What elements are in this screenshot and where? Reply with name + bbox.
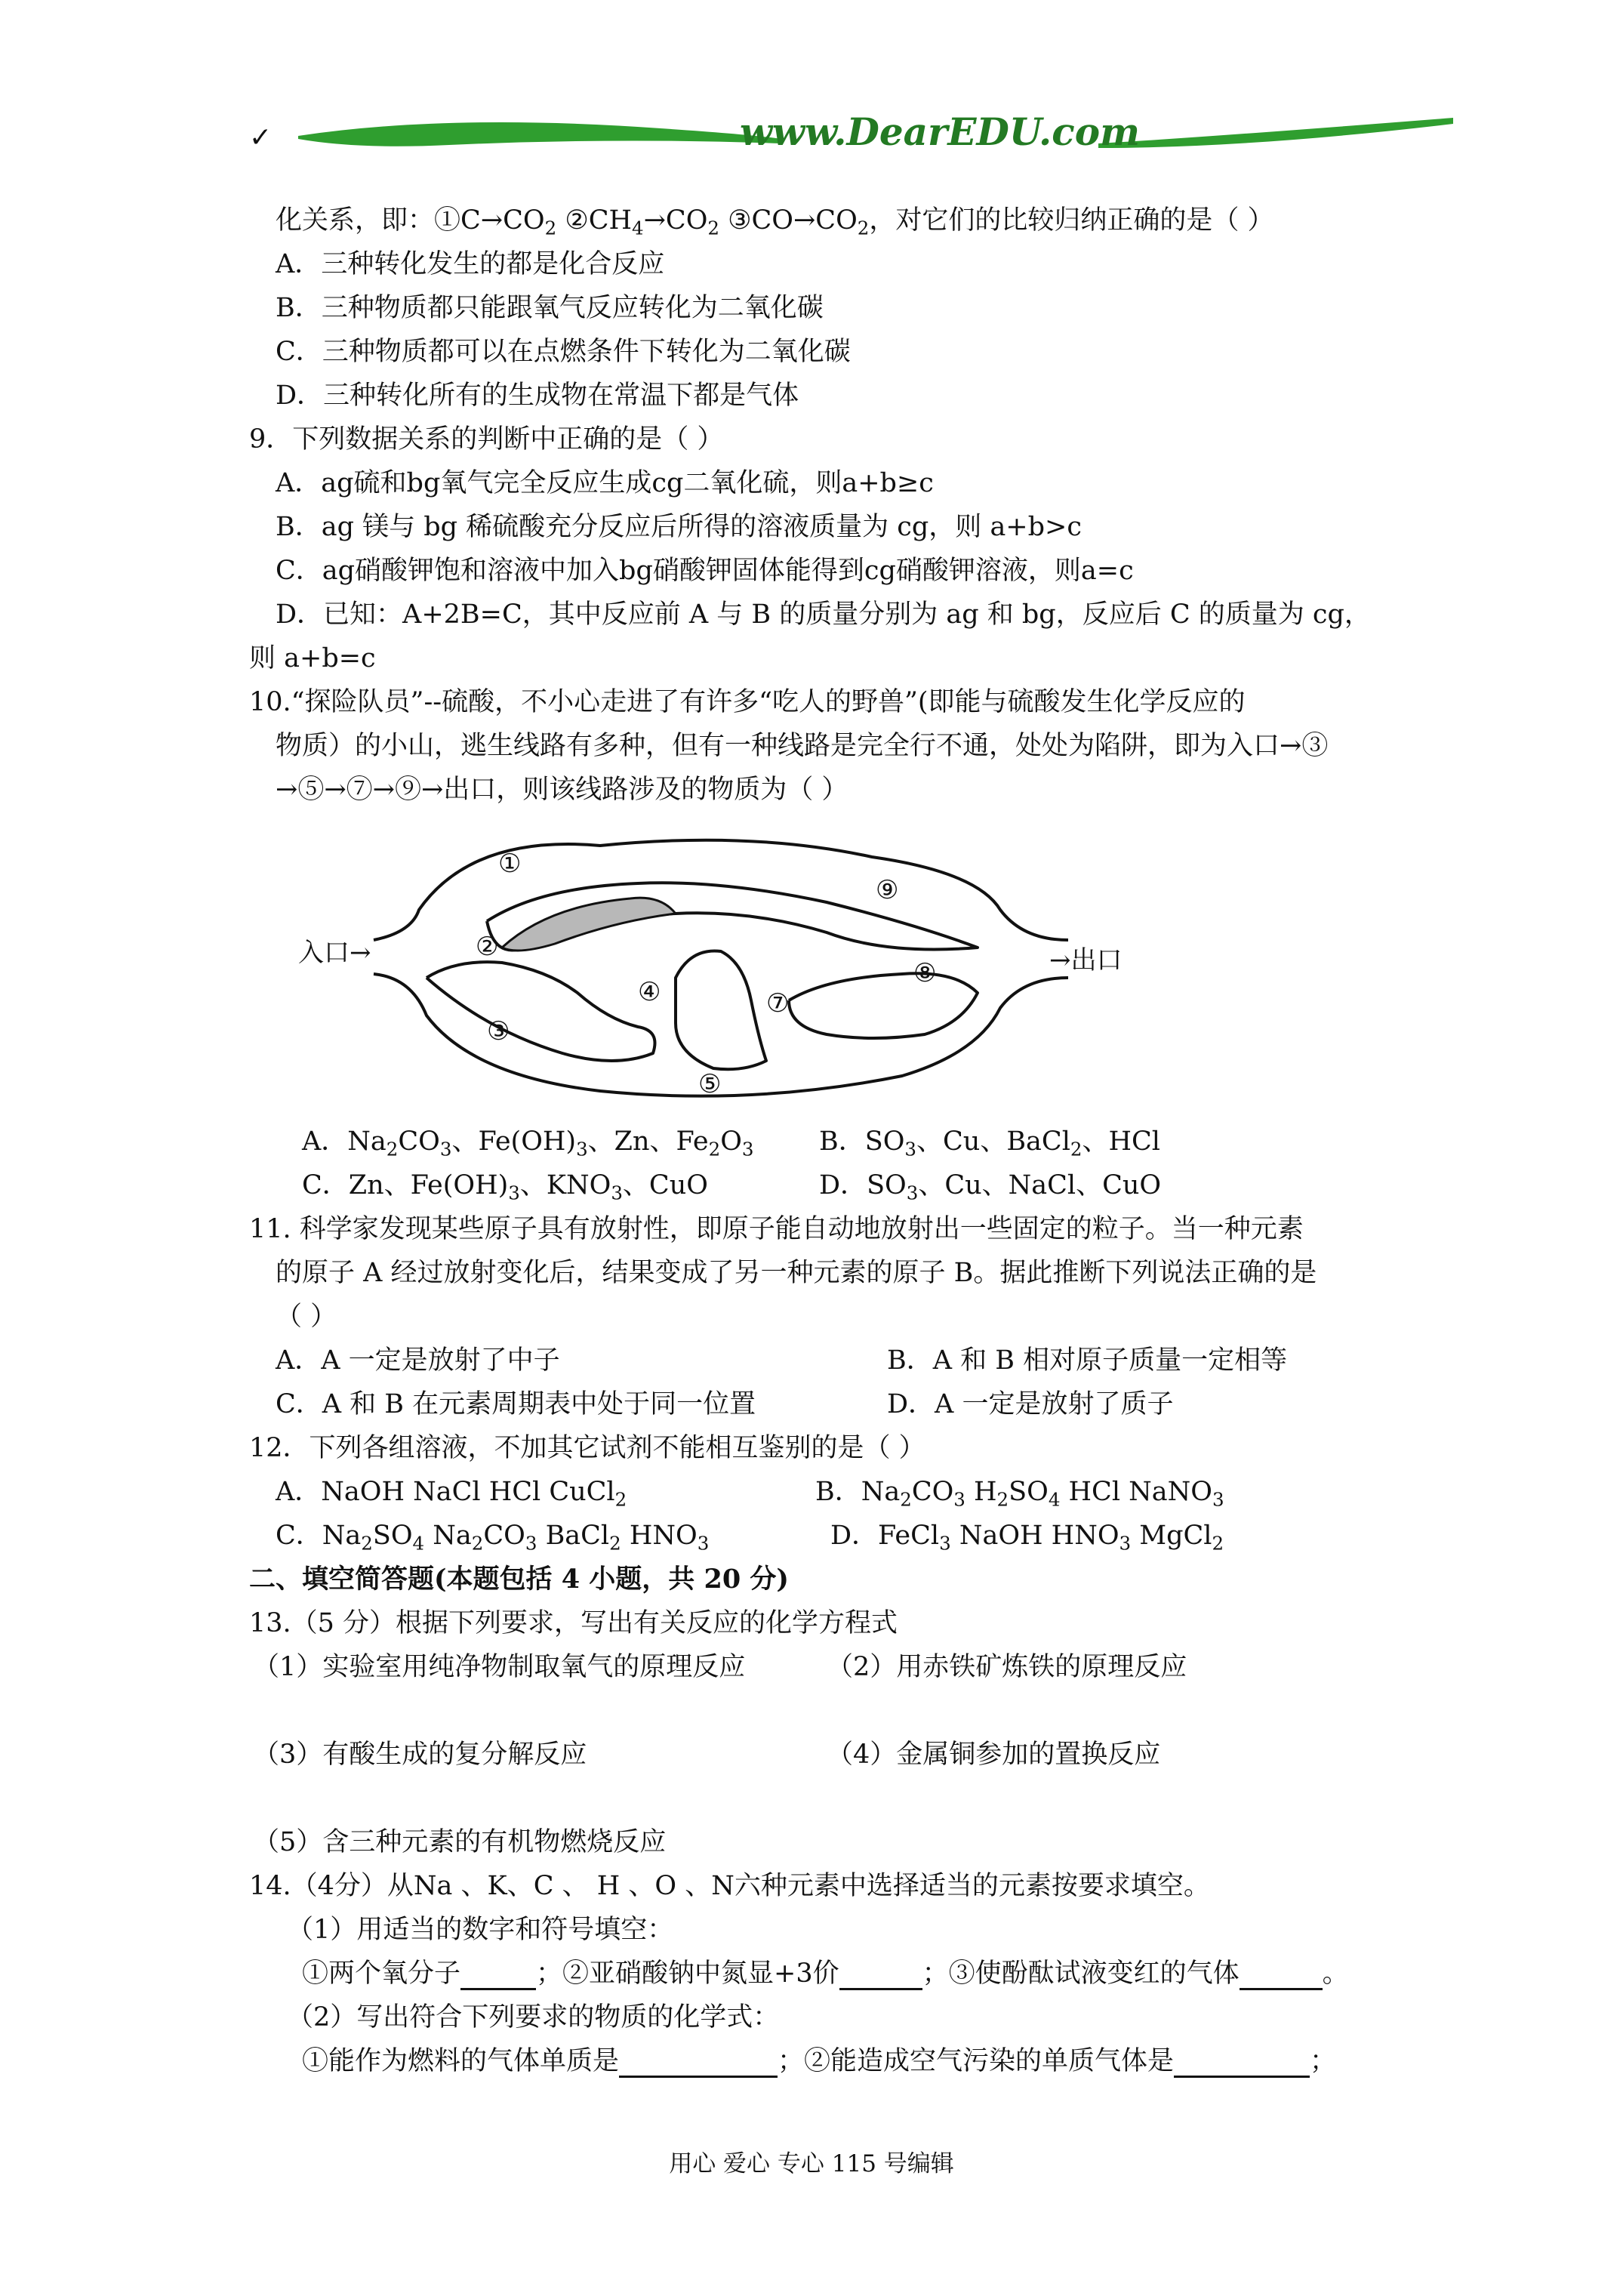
q9-option-b: B．ag 镁与 bg 稀硫酸充分反应后所得的溶液质量为 cg，则 a+b>c xyxy=(276,512,1082,542)
maze-node-7: ⑦ xyxy=(766,988,790,1019)
maze-node-1: ① xyxy=(498,849,522,879)
answer-blank[interactable] xyxy=(1174,2050,1310,2078)
maze-exit-label: →出口 xyxy=(1049,945,1123,975)
q11-option-c: C．A 和 B 在元素周期表中处于同一位置 xyxy=(276,1389,756,1419)
q12-option-b: B．$Na_2CO_3$ $H_2SO_4$ HCl NaNO$_3$ xyxy=(815,1477,1224,1511)
q14-part-1-blanks: ①两个氧分子 ；②亚硝酸钠中氮显+3价 ；③使酚酞试液变红的气体 。 xyxy=(302,1959,1349,1989)
q10-stem-line2: 物质）的小山，逃生线路有多种，但有一种线路是完全行不通，处处为陷阱，即为入口→③ xyxy=(276,731,1329,761)
q14-part-2-blanks: ①能作为燃料的气体单质是 ；②能造成空气污染的单质气体是 ； xyxy=(302,2046,1337,2076)
q9-option-a: A．ag硫和bg氧气完全反应生成cg二氧化硫，则a+b≥c xyxy=(276,468,934,498)
q11-stem-line1: 11. 科学家发现某些原子具有放射性，即原子能自动地放射出一些固定的粒子。当一种元素 xyxy=(249,1214,1304,1244)
q13-item-1: （1）实验室用纯净物制取氧气的原理反应 xyxy=(253,1652,746,1682)
q11-option-a: A．A 一定是放射了中子 xyxy=(276,1345,560,1376)
q8-option-d: D．三种转化所有的生成物在常温下都是气体 xyxy=(276,381,799,411)
q8-option-b: B．三种物质都只能跟氧气反应转化为二氧化碳 xyxy=(276,293,824,323)
maze-node-8: ⑧ xyxy=(913,958,937,988)
q9-option-d-cont: 则 a+b=c xyxy=(249,643,376,673)
answer-blank[interactable] xyxy=(460,1962,536,1990)
maze-shaded-region xyxy=(502,898,676,951)
maze-wall-middle xyxy=(676,951,766,1069)
q12-option-c: C．$Na_2SO_4$ $Na_2CO_3$ BaCl$_2$ $HNO_3$ xyxy=(276,1521,710,1555)
q10-stem-line1: 10.“探险队员”--硫酸，不小心走进了有许多“吃人的野兽”(即能与硫酸发生化学反应的 xyxy=(249,687,1246,717)
q13-item-5: （5）含三种元素的有机物燃烧反应 xyxy=(253,1827,667,1857)
q11-stem-line3: （ ） xyxy=(276,1302,337,1332)
maze-node-2: ② xyxy=(476,932,499,962)
maze-node-4: ④ xyxy=(638,977,661,1007)
q10-option-c: C．Zn、$Fe(OH)_3$、$KNO_3$、CuO xyxy=(302,1170,708,1204)
q12-option-a: A．NaOH NaCl HCl CuCl$_2$ xyxy=(276,1477,627,1511)
maze-node-5: ⑤ xyxy=(698,1069,722,1099)
maze-entrance-label: 入口→ xyxy=(298,938,371,968)
q9-option-d: D．已知：A+2B=C，其中反应前 A 与 B 的质量分别为 ag 和 bg，反应后 C 的质量为 cg， xyxy=(276,599,1371,630)
banner-left-swoosh xyxy=(298,122,781,146)
maze-wall-right xyxy=(789,973,978,1038)
site-banner xyxy=(298,106,1453,159)
answer-blank[interactable] xyxy=(619,2050,778,2078)
q14-part-1: （1）用适当的数字和符号填空： xyxy=(287,1915,674,1945)
check-mark: ✓ xyxy=(249,122,273,153)
q13-item-2: （2）用赤铁矿炼铁的原理反应 xyxy=(827,1652,1187,1682)
q13-item-3: （3）有酸生成的复分解反应 xyxy=(253,1740,587,1770)
q11-option-b: B．A 和 B 相对原子质量一定相等 xyxy=(887,1345,1288,1376)
q13-stem: 13.（5 分）根据下列要求，写出有关反应的化学方程式 xyxy=(249,1608,898,1638)
answer-blank[interactable] xyxy=(1240,1962,1323,1990)
q11-stem-line2: 的原子 A 经过放射变化后，结果变成了另一种元素的原子 B。据此推断下列说法正确的是 xyxy=(276,1258,1317,1288)
maze-node-9: ⑨ xyxy=(876,875,899,905)
banner-right-swoosh xyxy=(1098,118,1453,148)
page-footer: 用心 爱心 专心 115 号编辑 xyxy=(669,2150,954,2177)
q14-stem: 14.（4分）从Na 、K、C 、 H 、O 、N六种元素中选择适当的元素按要求填空。 xyxy=(249,1871,1210,1901)
q14-part-2: （2）写出符合下列要求的物质的化学式： xyxy=(287,2002,780,2032)
answer-blank[interactable] xyxy=(839,1962,922,1990)
q12-option-d: D．FeCl$_3$ NaOH $HNO_3$ MgCl$_2$ xyxy=(830,1521,1224,1555)
maze-node-3: ③ xyxy=(487,1016,510,1046)
q9-option-c: C．ag硝酸钾饱和溶液中加入bg硝酸钾固体能得到cg硝酸钾溶液，则a=c xyxy=(276,556,1134,586)
q8-option-a: A．三种转化发生的都是化合反应 xyxy=(276,249,665,279)
q10-option-a: A．$Na_2CO_3$、$Fe(OH)_3$、Zn、$Fe_2O_3$ xyxy=(302,1126,754,1160)
maze-outer-top xyxy=(374,840,1068,940)
site-logo-text: www.DearEDU.com xyxy=(739,109,1141,154)
q11-option-d: D．A 一定是放射了质子 xyxy=(887,1389,1174,1419)
section-two-title: 二、填空简答题(本题包括 4 小题，共 20 分) xyxy=(249,1564,789,1595)
q10-option-b: B．$SO_3$、Cu、BaCl$_2$、HCl xyxy=(819,1126,1160,1160)
q10-option-d: D．$SO_3$、Cu、NaCl、CuO xyxy=(819,1170,1162,1204)
q13-item-4: （4）金属铜参加的置换反应 xyxy=(827,1740,1161,1770)
maze-diagram xyxy=(298,827,1151,1114)
q10-stem-line3: →⑤→⑦→⑨→出口，则该线路涉及的物质为（ ） xyxy=(276,775,848,805)
q12-stem: 12．下列各组溶液，不加其它试剂不能相互鉴别的是（ ） xyxy=(249,1433,925,1463)
q8-stem: 化关系，即：$①C\to CO_2$ $②CH_4\to CO_2$ $③CO\to CO_2$，对它们的比较归纳正确的是（ ） xyxy=(276,205,1274,239)
q8-option-c: C．三种物质都可以在点燃条件下转化为二氧化碳 xyxy=(276,337,851,367)
q9-stem: 9．下列数据关系的判断中正确的是（ ） xyxy=(249,424,724,455)
